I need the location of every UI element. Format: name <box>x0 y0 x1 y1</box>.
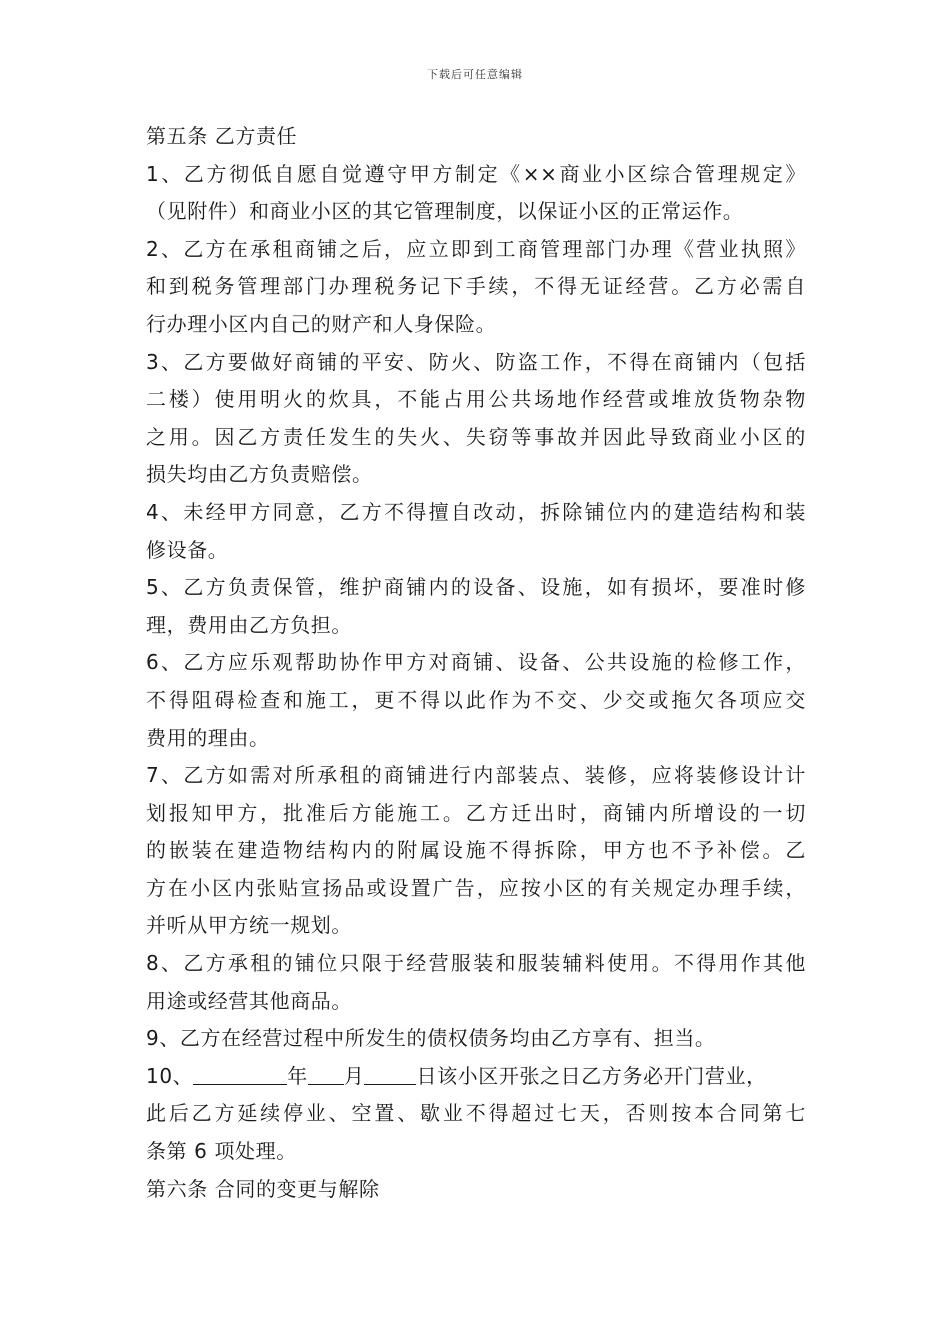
paragraph-line: 行办理小区内自己的财产和人身保险。 <box>146 311 497 336</box>
paragraph-line: 费用的理由。 <box>146 725 270 750</box>
paragraph-line: 划报知甲方，批准后方能施工。乙方迁出时，商铺内所增设的一切 <box>146 800 806 825</box>
paragraph-line: 损失均由乙方负责赔偿。 <box>146 462 373 487</box>
paragraph-line: 修设备。 <box>146 537 229 562</box>
paragraph-line: 条第 6 项处理。 <box>146 1139 297 1164</box>
paragraph-line: 二楼）使用明火的炊具，不能占用公共场地作经营或堆放货物杂物 <box>146 387 806 412</box>
paragraph-line: （见附件）和商业小区的其它管理制度，以保证小区的正常运作。 <box>146 199 744 224</box>
year-blank[interactable] <box>193 1064 287 1085</box>
paragraph-line: 5、乙方负责保管，维护商铺内的设备、设施，如有损坏，要准时修 <box>146 575 806 600</box>
paragraph-line: 此后乙方延续停业、空置、歇业不得超过七天，否则按本合同第七 <box>146 1101 806 1126</box>
paragraph-line: 不得阻碍检查和施工，更不得以此作为不交、少交或拖欠各项应交 <box>146 687 806 712</box>
paragraph-line: 之用。因乙方责任发生的失火、失窃等事故并因此导致商业小区的 <box>146 424 806 449</box>
paragraph-line: 方在小区内张贴宣扬品或设置广告，应按小区的有关规定办理手续， <box>146 875 806 900</box>
section-heading: 第五条 乙方责任 <box>146 124 298 148</box>
paragraph-line: 用途或经营其他商品。 <box>146 988 352 1013</box>
month-blank[interactable] <box>308 1064 344 1085</box>
date-fill-line <box>146 1058 816 1096</box>
year-label: 年 <box>287 1063 308 1088</box>
paragraph-line: 8、乙方承租的铺位只限于经营服装和服装辅料使用。不得用作其他 <box>146 951 806 976</box>
paragraph-line: 并听从甲方统一规划。 <box>146 913 352 938</box>
paragraph-line: 的嵌装在建造物结构内的附属设施不得拆除，甲方也不予补偿。乙 <box>146 838 806 863</box>
paragraph-line: 6、乙方应乐观帮助协作甲方对商铺、设备、公共设施的检修工作， <box>146 650 806 675</box>
paragraph-line: 理，费用由乙方负担。 <box>146 612 352 637</box>
day-blank[interactable] <box>364 1064 416 1085</box>
section-heading: 第六条 合同的变更与解除 <box>146 1176 380 1201</box>
paragraph-line: 2、乙方在承租商铺之后，应立即到工商管理部门办理《营业执照》 <box>146 236 806 261</box>
document-body <box>146 118 816 1208</box>
item-number: 10、 <box>146 1063 194 1088</box>
paragraph-line: 7、乙方如需对所承租的商铺进行内部装点、装修，应将装修设计计 <box>146 763 806 788</box>
paragraph-line: 3、乙方要做好商铺的平安、防火、防盗工作，不得在商铺内（包括 <box>146 349 806 374</box>
date-line-rest: 日该小区开张之日乙方务必开门营业， <box>416 1063 767 1088</box>
paragraph-line: 4、未经甲方同意，乙方不得擅自改动，拆除铺位内的建造结构和装 <box>146 499 806 524</box>
paragraph-line: 1、乙方彻低自愿自觉遵守甲方制定《××商业小区综合管理规定》 <box>146 161 806 186</box>
month-label: 月 <box>343 1063 365 1088</box>
paragraph-line: 和到税务管理部门办理税务记下手续，不得无证经营。乙方必需自 <box>146 274 806 299</box>
page-header: 下载后可任意编辑 <box>427 68 523 81</box>
paragraph-line: 9、乙方在经营过程中所发生的债权债务均由乙方享有、担当。 <box>146 1026 716 1051</box>
